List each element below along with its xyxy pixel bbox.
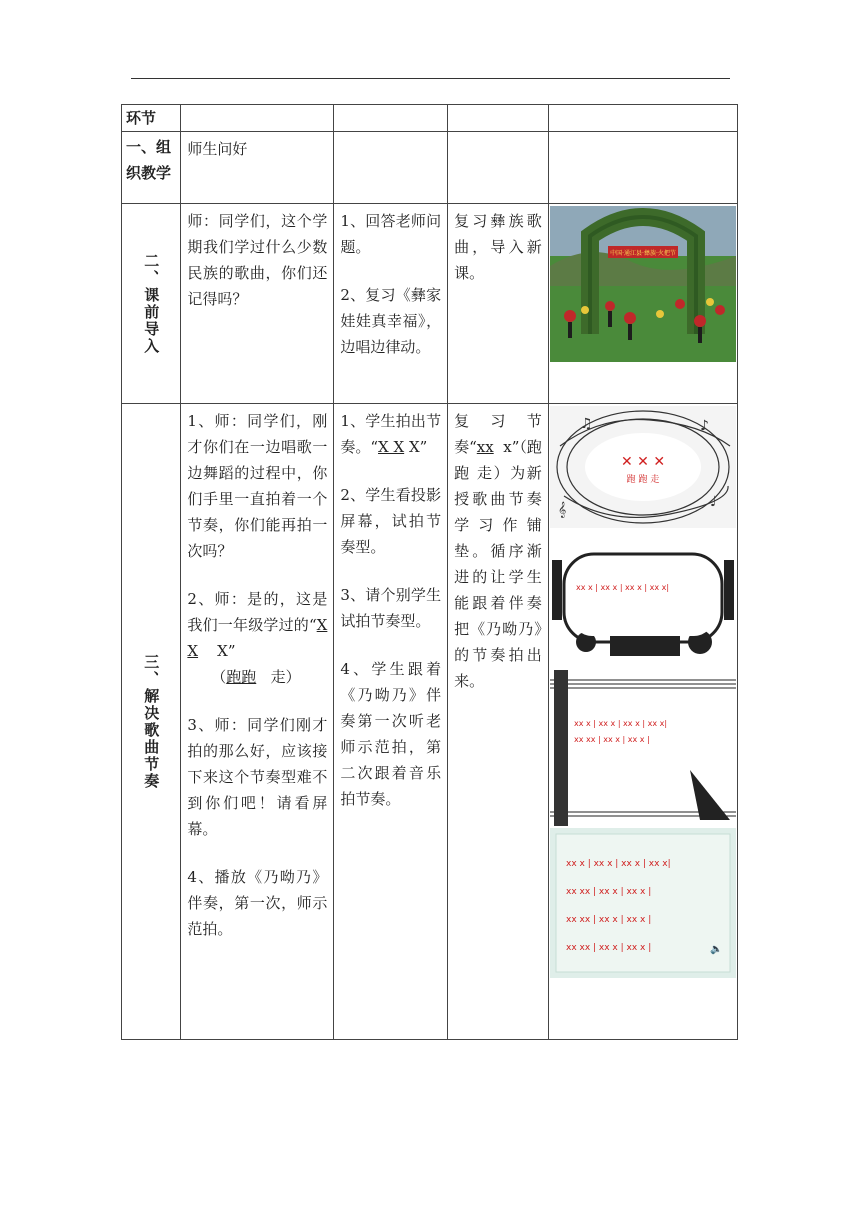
stage-label: 一、组织教学 — [122, 132, 181, 204]
speaker-icon: 🔈 — [709, 944, 723, 955]
header-student — [334, 105, 448, 132]
festival-photo — [550, 206, 736, 362]
design-intent: 复习节奏“xx x”（跑跑 走）为新授歌曲节奏学习作铺垫。循序渐进的让学生能跟着伴奏把《乃呦乃》的节奏拍出来。 — [448, 404, 549, 1040]
stage-label: 二、课前导入 — [122, 204, 181, 404]
header-intent — [448, 105, 549, 132]
student-activity — [334, 132, 448, 204]
svg-text:xx x | xx x | xx x | xx x|: xx x | xx x | xx x | xx x| — [573, 719, 667, 728]
table-row — [122, 404, 738, 1040]
svg-text:跑 跑 走: 跑 跑 走 — [626, 475, 660, 485]
svg-text:xx xx | xx x | xx x |: xx xx | xx x | xx x | — [573, 735, 650, 744]
svg-text:♫: ♫ — [579, 416, 593, 432]
media-cell — [548, 132, 737, 204]
header-teacher — [181, 105, 334, 132]
table-row — [122, 204, 738, 404]
header-media — [548, 105, 737, 132]
design-intent: 复习彝族歌曲，导入新课。 — [448, 204, 549, 404]
svg-text:xx xx | xx x | xx x |: xx xx | xx x | xx x | — [565, 943, 652, 953]
svg-text:中国·通江县·彝族·火把节: 中国·通江县·彝族·火把节 — [609, 250, 676, 257]
rhythm-slide-4 — [550, 828, 736, 978]
svg-text:xx xx | xx x | xx x |: xx xx | xx x | xx x | — [565, 915, 652, 925]
svg-text:𝄞: 𝄞 — [557, 502, 567, 518]
svg-text:xx x | xx x | xx x | xx x|: xx x | xx x | xx x | xx x| — [575, 583, 669, 592]
teacher-activity: 师生问好 — [181, 132, 334, 204]
teacher-activity: 1、师：同学们，刚才你们在一边唱歌一边舞蹈的过程中，你们手里一直拍着一个节奏，你们能再拍一次吗？ 2、师：是的，这是我们一年级学过的“X X X” （跑跑 走） 3、师：同学们刚才拍的那么好，应该接下来这个节奏型难不到你们吧！请看屏幕。 4、播放《乃呦乃》伴奏，第一次，师示范拍。 — [181, 404, 334, 1040]
header-rule — [131, 78, 730, 79]
svg-text:xx x | xx x | xx x | xx x|: xx x | xx x | xx x | xx x| — [565, 859, 671, 869]
table-header-row — [122, 105, 738, 132]
rhythm-slide-2 — [550, 530, 736, 668]
student-activity: 1、学生拍出节奏。“X X X” 2、学生看投影屏幕，试拍节奏型。 3、请个别学生试拍节奏型。 4、学生跟着《乃呦乃》伴奏第一次听老师示范拍，第二次跟着音乐拍节奏。 — [334, 404, 448, 1040]
svg-text:♩: ♩ — [709, 494, 717, 510]
header-stage: 环节 — [122, 105, 181, 132]
svg-text:♪: ♪ — [699, 418, 709, 434]
design-intent — [448, 132, 549, 204]
svg-text:xx xx | xx x | xx x |: xx xx | xx x | xx x | — [565, 887, 652, 897]
rhythm-slide-1 — [550, 406, 736, 528]
teacher-activity: 师：同学们，这个学期我们学过什么少数民族的歌曲，你们还记得吗？ — [181, 204, 334, 404]
lesson-plan-table — [121, 104, 738, 1040]
svg-text:✕ ✕ ✕: ✕ ✕ ✕ — [620, 454, 665, 470]
media-cell — [548, 204, 737, 404]
rhythm-slide-3 — [550, 670, 736, 826]
table-row — [122, 132, 738, 204]
media-cell — [548, 404, 737, 1040]
stage-label: 三、解决歌曲节奏 — [122, 404, 181, 1040]
student-activity: 1、回答老师问题。 2、复习《彝家娃娃真幸福》，边唱边律动。 — [334, 204, 448, 404]
